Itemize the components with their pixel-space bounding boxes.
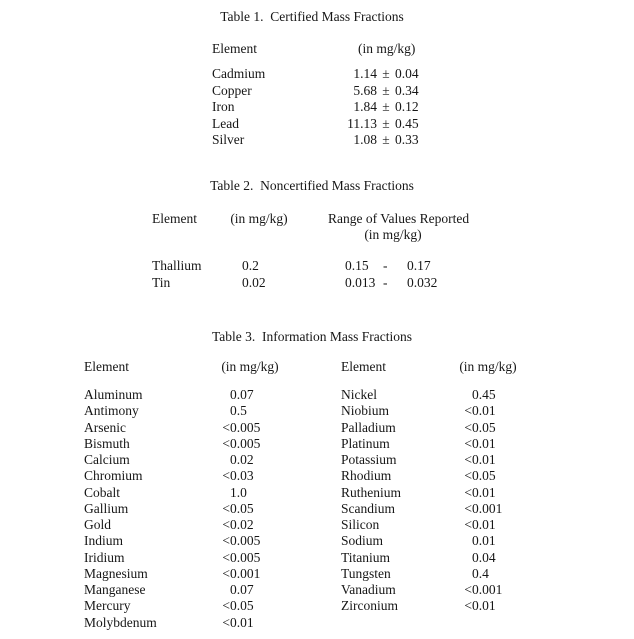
element-cell: Silver — [212, 132, 245, 147]
table-row — [341, 517, 502, 533]
element-cell: Cobalt — [84, 484, 120, 500]
element-cell: Aluminum — [84, 387, 143, 402]
value-cell: 1.08 — [353, 132, 377, 147]
table-row — [341, 420, 502, 436]
table-row — [84, 566, 260, 582]
element-cell: Silicon — [341, 517, 380, 532]
less-than-prefix: < — [464, 403, 472, 419]
value-cell: 0.01 — [472, 484, 496, 500]
element-cell: Titanium — [341, 549, 391, 565]
table-row — [212, 99, 435, 116]
table-row — [152, 275, 451, 292]
table-row — [84, 468, 260, 484]
table-row — [152, 258, 451, 275]
table-row — [84, 550, 260, 566]
element-cell: Zirconium — [341, 598, 398, 614]
value-cell: 0.005 — [230, 549, 261, 565]
value-cell: 0.02 — [242, 274, 266, 290]
element-cell: Iron — [212, 99, 235, 114]
value-cell: 0.01 — [472, 598, 496, 614]
element-cell: Ruthenium — [341, 484, 401, 500]
value-cell: 0.07 — [230, 387, 254, 402]
range-high-cell: 0.17 — [407, 258, 431, 273]
value-cell: 1.14 — [353, 66, 377, 81]
less-than-prefix: < — [464, 468, 472, 484]
table-row — [84, 598, 260, 614]
less-than-prefix — [217, 403, 230, 419]
table-row — [341, 485, 502, 501]
table-row — [84, 582, 260, 598]
element-cell: Gallium — [84, 500, 129, 516]
less-than-prefix: < — [464, 484, 472, 500]
uncertainty-cell: 0.33 — [395, 132, 419, 147]
table-row — [341, 533, 502, 549]
value-cell: 0.02 — [230, 517, 254, 532]
value-cell: 0.05 — [472, 468, 496, 484]
element-cell: Chromium — [84, 468, 143, 484]
plus-minus-sign: ± — [382, 66, 390, 81]
value-cell: 0.01 — [472, 517, 496, 532]
uncertainty-cell: 0.12 — [395, 99, 419, 114]
value-cell: 0.001 — [472, 500, 503, 516]
value-cell: 0.5 — [230, 403, 247, 419]
less-than-prefix — [217, 452, 230, 468]
table-row — [341, 403, 502, 419]
table-row — [341, 550, 502, 566]
table-row — [84, 485, 260, 501]
table-row — [341, 452, 502, 468]
table-row — [84, 533, 260, 549]
element-cell: Bismuth — [84, 435, 130, 451]
less-than-prefix: < — [464, 435, 472, 451]
element-cell: Potassium — [341, 452, 397, 467]
less-than-prefix — [460, 566, 472, 582]
plus-minus-sign: ± — [382, 115, 390, 131]
table3-right-element-header: Element — [341, 359, 386, 374]
uncertainty-cell: 0.45 — [395, 115, 419, 131]
less-than-prefix — [217, 387, 230, 403]
element-cell: Scandium — [341, 500, 395, 516]
table-row — [84, 387, 260, 403]
table-row — [341, 387, 502, 403]
value-cell: 11.13 — [347, 115, 377, 131]
range-low-cell: 0.15 — [345, 258, 369, 273]
element-cell: Arsenic — [84, 419, 126, 435]
table-row — [84, 403, 260, 419]
less-than-prefix: < — [464, 452, 472, 467]
table-row — [341, 436, 502, 452]
value-cell: 0.01 — [472, 452, 496, 467]
plus-minus-sign: ± — [382, 132, 390, 147]
table-row — [212, 83, 435, 100]
value-cell: 0.07 — [230, 582, 254, 597]
value-cell: 0.45 — [472, 387, 496, 402]
element-cell: Antimony — [84, 403, 139, 419]
uncertainty-cell: 0.04 — [395, 66, 419, 81]
less-than-prefix: < — [464, 419, 472, 435]
value-cell: 0.001 — [230, 565, 261, 581]
less-than-prefix — [217, 485, 230, 501]
element-cell: Tin — [152, 274, 171, 290]
less-than-prefix: < — [464, 500, 472, 516]
table1-title: Table 1. Certified Mass Fractions — [220, 9, 404, 24]
table2-section — [152, 258, 451, 291]
value-cell: 5.68 — [353, 82, 377, 98]
element-cell: Cadmium — [212, 66, 266, 81]
less-than-prefix: < — [222, 419, 230, 435]
less-than-prefix: < — [222, 549, 230, 565]
value-cell: 0.01 — [472, 435, 496, 451]
range-low-cell: 0.013 — [345, 274, 376, 290]
table-row — [341, 468, 502, 484]
less-than-prefix: < — [222, 500, 230, 516]
value-cell: 1.84 — [353, 99, 377, 114]
element-cell: Platinum — [341, 435, 390, 451]
table-row — [341, 582, 502, 598]
table-row — [212, 116, 435, 133]
element-cell: Indium — [84, 533, 123, 549]
less-than-prefix: < — [222, 517, 230, 532]
value-cell: 0.001 — [472, 582, 503, 597]
element-cell: Vanadium — [341, 582, 396, 597]
less-than-prefix: < — [222, 565, 230, 581]
element-cell: Nickel — [341, 387, 377, 402]
less-than-prefix — [217, 582, 230, 598]
value-cell: 0.05 — [472, 419, 496, 435]
less-than-prefix: < — [464, 582, 472, 597]
element-cell: Magnesium — [84, 565, 148, 581]
less-than-prefix: < — [464, 598, 472, 614]
table3-left-element-header: Element — [84, 359, 129, 374]
plus-minus-sign: ± — [382, 99, 390, 114]
element-cell: Rhodium — [341, 468, 392, 484]
value-cell: 0.04 — [472, 549, 496, 565]
element-cell: Thallium — [152, 258, 202, 273]
element-cell: Calcium — [84, 452, 130, 467]
value-cell: 0.05 — [230, 598, 254, 614]
value-cell: 0.005 — [230, 419, 261, 435]
table1-units-header: (in mg/kg) — [358, 41, 416, 56]
less-than-prefix: < — [222, 468, 230, 484]
table-row — [341, 501, 502, 517]
table2-units-header: (in mg/kg) — [230, 211, 288, 226]
less-than-prefix: < — [222, 435, 230, 451]
element-cell: Iridium — [84, 549, 125, 565]
element-cell: Copper — [212, 82, 252, 98]
table-row — [84, 452, 260, 468]
table3-right-units-header: (in mg/kg) — [459, 359, 517, 374]
table-row — [84, 615, 260, 631]
table-row — [84, 501, 260, 517]
table2-range-header: Range of Values Reported — [328, 211, 470, 226]
table2-range-units-header: (in mg/kg) — [364, 227, 422, 242]
range-high-cell: 0.032 — [407, 274, 438, 290]
table3-left-column — [84, 387, 260, 631]
less-than-prefix: < — [222, 614, 230, 630]
element-cell: Sodium — [341, 533, 384, 549]
table3-left-units-header: (in mg/kg) — [221, 359, 279, 374]
element-cell: Molybdenum — [84, 614, 157, 630]
value-cell: 0.05 — [230, 500, 254, 516]
value-cell: 0.005 — [230, 435, 261, 451]
element-cell: Lead — [212, 115, 239, 131]
table1-element-header: Element — [212, 41, 257, 56]
value-cell: 1.0 — [230, 484, 247, 500]
element-cell: Mercury — [84, 598, 131, 614]
value-cell: 0.01 — [230, 614, 254, 630]
element-cell: Manganese — [84, 582, 146, 597]
table2-title: Table 2. Noncertified Mass Fractions — [210, 178, 414, 193]
element-cell: Tungsten — [341, 565, 391, 581]
table1-section — [212, 66, 435, 149]
value-cell: 0.01 — [472, 533, 496, 549]
uncertainty-cell: 0.34 — [395, 82, 419, 98]
table-row — [84, 517, 260, 533]
less-than-prefix — [460, 550, 472, 566]
value-cell: 0.03 — [230, 468, 254, 484]
less-than-prefix — [460, 387, 472, 403]
value-cell: 0.02 — [230, 452, 254, 467]
table3-right-column — [341, 387, 502, 615]
plus-minus-sign: ± — [382, 82, 390, 98]
range-dash: - — [383, 274, 388, 290]
less-than-prefix: < — [222, 598, 230, 614]
value-cell: 0.2 — [242, 258, 259, 273]
less-than-prefix: < — [464, 517, 472, 532]
table-row — [341, 598, 502, 614]
value-cell: 0.01 — [472, 403, 496, 419]
table-row — [212, 132, 435, 149]
table-row — [84, 420, 260, 436]
table2-element-header: Element — [152, 211, 197, 226]
element-cell: Niobium — [341, 403, 390, 419]
table-row — [84, 436, 260, 452]
value-cell: 0.005 — [230, 533, 261, 549]
element-cell: Gold — [84, 517, 111, 532]
value-cell: 0.4 — [472, 565, 489, 581]
less-than-prefix — [460, 533, 472, 549]
range-dash: - — [383, 258, 388, 273]
element-cell: Palladium — [341, 419, 396, 435]
table-row — [341, 566, 502, 582]
less-than-prefix: < — [222, 533, 230, 549]
table-row — [212, 66, 435, 83]
table3-title: Table 3. Information Mass Fractions — [211, 329, 412, 344]
